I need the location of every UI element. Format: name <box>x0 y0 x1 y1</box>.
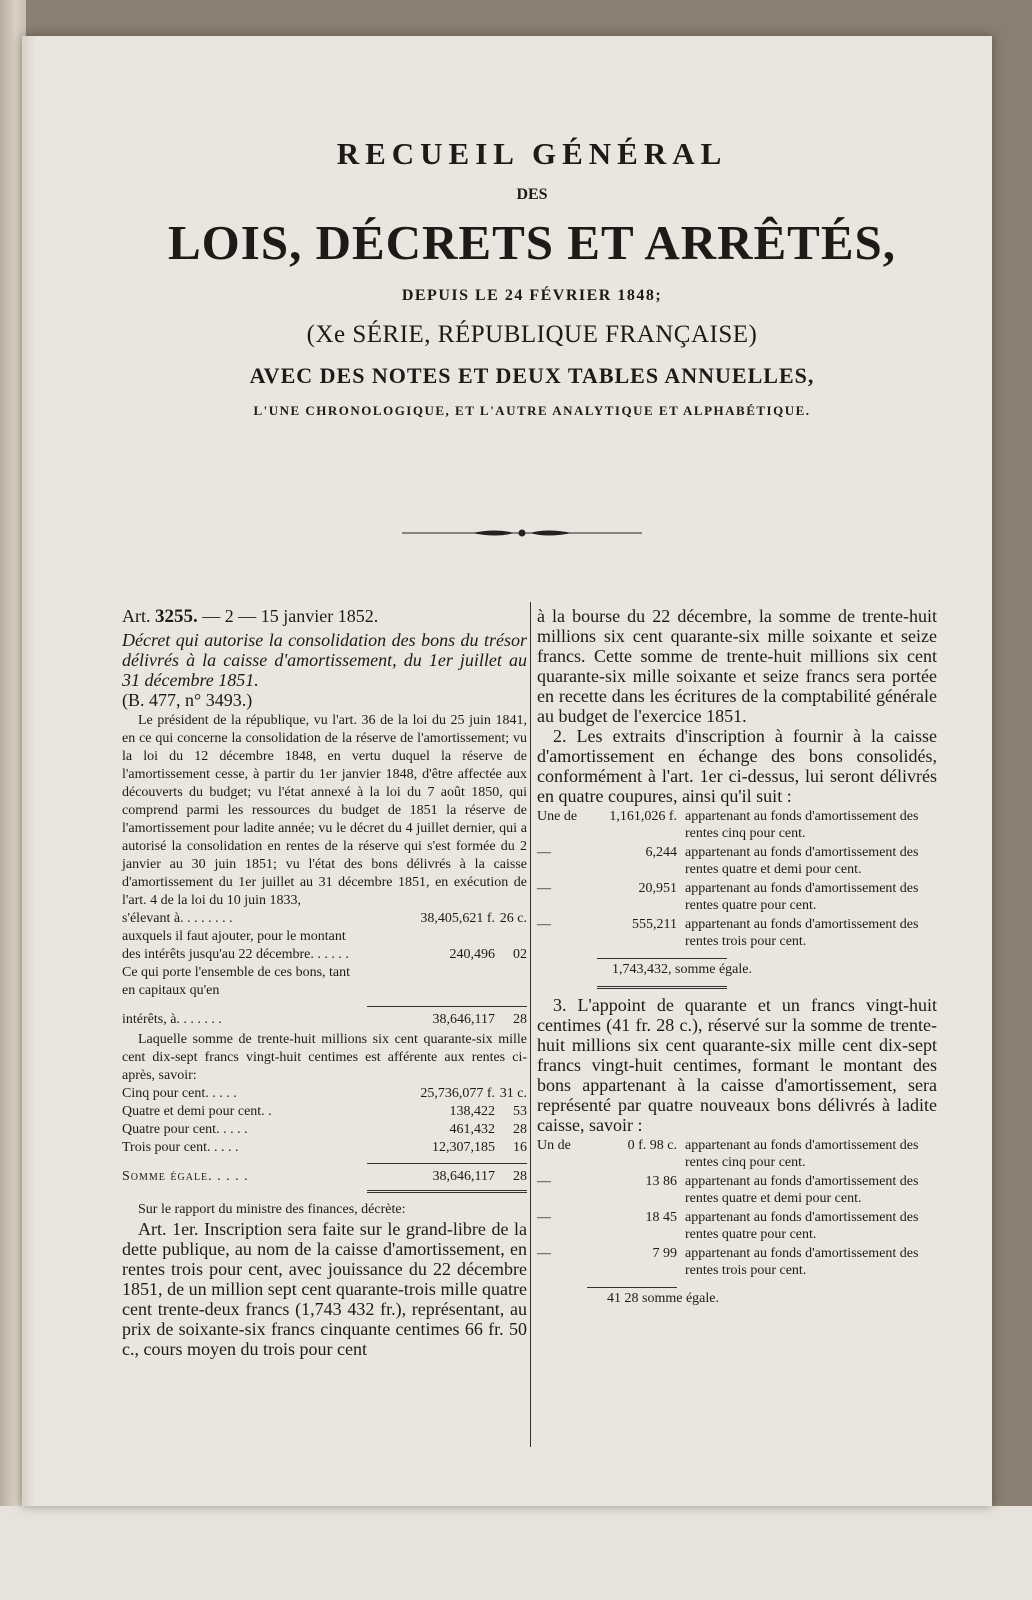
coupure-lead: — <box>537 917 551 932</box>
row-label: Cinq pour cent. . . . . <box>122 1086 237 1101</box>
row-amount: 240,496 <box>449 947 495 962</box>
bon-row <box>537 1173 937 1207</box>
row-cents: 16 <box>513 1140 527 1155</box>
document-page <box>22 36 992 1506</box>
row-amount: 38,646,117 <box>432 1169 495 1184</box>
title-main: LOIS, DÉCRETS ET ARRÊTÉS, <box>167 215 897 270</box>
bon-amount: 7 99 <box>652 1246 677 1261</box>
row-label: s'élevant à. . . . . . . . <box>122 911 233 926</box>
art-prefix: Art. <box>122 606 151 626</box>
amount-row <box>122 1103 527 1121</box>
bulletin-ref: (B. 477, n° 3493.) <box>122 690 253 710</box>
row-amount: 138,422 <box>449 1104 495 1119</box>
title-block <box>22 136 1032 419</box>
row-label: Ce qui porte l'ensemble de ces bons, tant en capitaux qu'en <box>122 965 351 998</box>
title-serie: (Xe SÉRIE, RÉPUBLIQUE FRANÇAISE) <box>306 321 758 348</box>
row-cents: 26 c. <box>499 911 527 926</box>
amount-row <box>122 1011 527 1029</box>
right-column <box>537 606 937 1307</box>
page-below <box>0 1506 1032 1600</box>
bon-row <box>537 1209 937 1243</box>
row-cents: 31 c. <box>499 1086 527 1101</box>
article-3: 3. L'appoint de quarante et un francs vingt-huit centimes (41 fr. 28 c.), réservé sur la somme de trente-huit millions six cent quarante-six mille cent dix-sept francs vingt-huit centimes, formant le montant des bons appartenant à la caisse d'amortissement, sera représenté par quatre nouveaux bons délivrés à ladite caisse, savoir : <box>537 995 937 1135</box>
row-amount: 38,405,621 f. <box>420 911 495 926</box>
coupure-lead: Une de <box>537 809 578 824</box>
bon-desc: appartenant au fonds d'amortissement des rentes cinq pour cent. <box>685 1138 919 1170</box>
row-label: Quatre et demi pour cent. . <box>122 1104 272 1119</box>
amount-row <box>122 1139 527 1157</box>
sum-rule <box>587 1287 677 1288</box>
bon-amount: 0 f. 98 c. <box>627 1138 677 1153</box>
amount-row <box>122 964 527 1000</box>
row-label: Somme égale. . . . . <box>122 1169 249 1184</box>
row-amount: 12,307,185 <box>432 1140 495 1155</box>
row-amount: 25,736,077 f. <box>420 1086 495 1101</box>
total-row <box>122 1168 527 1186</box>
art-date: — 2 — 15 janvier 1852. <box>202 606 379 626</box>
coupure-row <box>537 808 937 842</box>
coupure-row <box>537 844 937 878</box>
coupure-total <box>537 961 937 978</box>
bons-table <box>537 1137 937 1307</box>
amount-row <box>122 1085 527 1103</box>
amount-row <box>122 1121 527 1139</box>
row-cents: 02 <box>513 947 527 962</box>
row-cents: 53 <box>513 1104 527 1119</box>
laquelle-text: Laquelle somme de trente-huit millions six cent quarante-six mille cent dix-sept francs vingt-huit centimes est afférente aux rentes ci-après, savoir: <box>122 1032 527 1083</box>
coupure-amount: 555,211 <box>632 917 677 932</box>
column-divider <box>530 602 531 1447</box>
ornament-rule <box>402 526 642 540</box>
bon-lead: — <box>537 1174 551 1189</box>
coupure-amount: 1,161,026 f. <box>609 809 677 824</box>
bon-row <box>537 1137 937 1171</box>
bon-desc: appartenant au fonds d'amortissement des rentes trois pour cent. <box>685 1246 919 1278</box>
bon-row <box>537 1245 937 1279</box>
bon-lead: — <box>537 1210 551 1225</box>
bon-desc: appartenant au fonds d'amortissement des rentes quatre pour cent. <box>685 1210 919 1242</box>
preamble: Le président de la république, vu l'art. 36 de la loi du 25 juin 1841, en ce qui concerne la consolidation de la réserve de l'amortissement; vu la loi du 12 décembre 1848, en vertu duquel la réserve de l'amortissement cesse, à partir du 1er janvier 1848, d'être affectée aux découverts du budget; vu l'état annexé à la loi du 7 août 1850, qui comprend parmi les ressources du budget de 1851 la réserve de l'amortissement pour ladite année; vu le décret du 4 juillet dernier, qui a autorisé la consolidation en rentes de la réserve qui s'est formée du 2 janvier au 30 juin 1851; vu l'état des bons délivrés à la caisse d'amortissement du 1er juillet au 31 décembre 1851, en exécution de l'art. 4 de la loi du 10 juin 1833, <box>122 713 527 908</box>
sum-rule <box>367 1006 527 1007</box>
coupure-row <box>537 916 937 950</box>
amount-row <box>122 910 527 928</box>
coupure-desc: appartenant au fonds d'amortissement des rentes cinq pour cent. <box>685 809 919 841</box>
row-cents: 28 <box>513 1169 527 1184</box>
article-2: 2. Les extraits d'inscription à fournir à la caisse d'amortissement en échange des bons consolidés, conformément à l'art. 1er ci-dessus, lui seront délivrés en quatre coupures, ainsi qu'il suit : <box>537 726 937 806</box>
row-label: Quatre pour cent. . . . . <box>122 1122 248 1137</box>
decree-title: Décret qui autorise la consolidation des bons du trésor délivrés à la caisse d'amortissement, du 1er juillet au 31 décembre 1851. <box>122 630 527 690</box>
article-1: Art. 1er. Inscription sera faite sur le grand-libre de la dette publique, au nom de la caisse d'amortissement, en rentes trois pour cent, avec jouissance du 22 décembre 1851, de un million sept cent quarante-trois mille quatre cent trente-deux francs (1,743 432 fr.), représentant, au prix de soixante-six francs cinquante centimes 66 fr. 50 c., cours moyen du trois pour cent <box>122 1219 527 1359</box>
amount-row <box>122 928 527 964</box>
title-recueil: RECUEIL GÉNÉRAL <box>336 136 728 171</box>
coupure-desc: appartenant au fonds d'amortissement des rentes trois pour cent. <box>685 917 919 949</box>
title-depuis: DEPUIS LE 24 FÉVRIER 1848; <box>401 287 663 304</box>
row-amount: 38,646,117 <box>432 1012 495 1027</box>
coupure-lead: — <box>537 845 551 860</box>
paragraph-1: à la bourse du 22 décembre, la somme de trente-huit millions six cent quarante-six mille soixante et seize francs. Cette somme de trente-huit millions six cent quarante-six mille soixante et seize francs sera portée en recette dans les écritures de la comptabilité générale au budget de l'exercice 1851. <box>537 606 937 726</box>
double-rule <box>367 1190 527 1193</box>
coupure-desc: appartenant au fonds d'amortissement des rentes quatre pour cent. <box>685 881 919 913</box>
coupures-table <box>537 808 937 989</box>
title-notes: AVEC DES NOTES ET DEUX TABLES ANNUELLES, <box>249 363 815 388</box>
bon-amount: 13 86 <box>645 1174 677 1189</box>
bon-amount: 18 45 <box>645 1210 677 1225</box>
bon-total <box>537 1290 937 1307</box>
art-number: 3255. <box>155 606 198 627</box>
bon-lead: Un de <box>537 1138 571 1153</box>
coupure-amount: 20,951 <box>638 881 677 896</box>
row-cents: 28 <box>513 1012 527 1027</box>
row-amount: 461,432 <box>449 1122 495 1137</box>
left-column <box>122 606 527 1359</box>
row-label: auxquels il faut ajouter, pour le montant des intérêts jusqu'au 22 décembre. . . . . . <box>122 929 349 962</box>
bon-desc: appartenant au fonds d'amortissement des rentes quatre et demi pour cent. <box>685 1174 919 1206</box>
bon-total-text: 41 28 somme égale. <box>607 1291 719 1306</box>
row-cents: 28 <box>513 1122 527 1137</box>
sum-rule <box>367 1163 527 1164</box>
row-label: intérêts, à. . . . . . . <box>122 1012 222 1027</box>
row-label: Trois pour cent. . . . . <box>122 1140 239 1155</box>
bon-lead: — <box>537 1246 551 1261</box>
coupure-total-text: 1,743,432, somme égale. <box>612 962 752 977</box>
coupure-amount: 6,244 <box>645 845 677 860</box>
title-tables: L'UNE CHRONOLOGIQUE, ET L'AUTRE ANALYTIQUE ET ALPHABÉTIQUE. <box>253 403 811 418</box>
article-heading <box>122 606 527 628</box>
rapport-text: Sur le rapport du ministre des finances, décrète: <box>138 1202 406 1217</box>
coupure-row <box>537 880 937 914</box>
coupure-lead: — <box>537 881 551 896</box>
coupure-desc: appartenant au fonds d'amortissement des rentes quatre et demi pour cent. <box>685 845 919 877</box>
sum-rule <box>597 958 727 959</box>
title-des: DES <box>516 186 548 203</box>
double-rule <box>597 986 727 989</box>
